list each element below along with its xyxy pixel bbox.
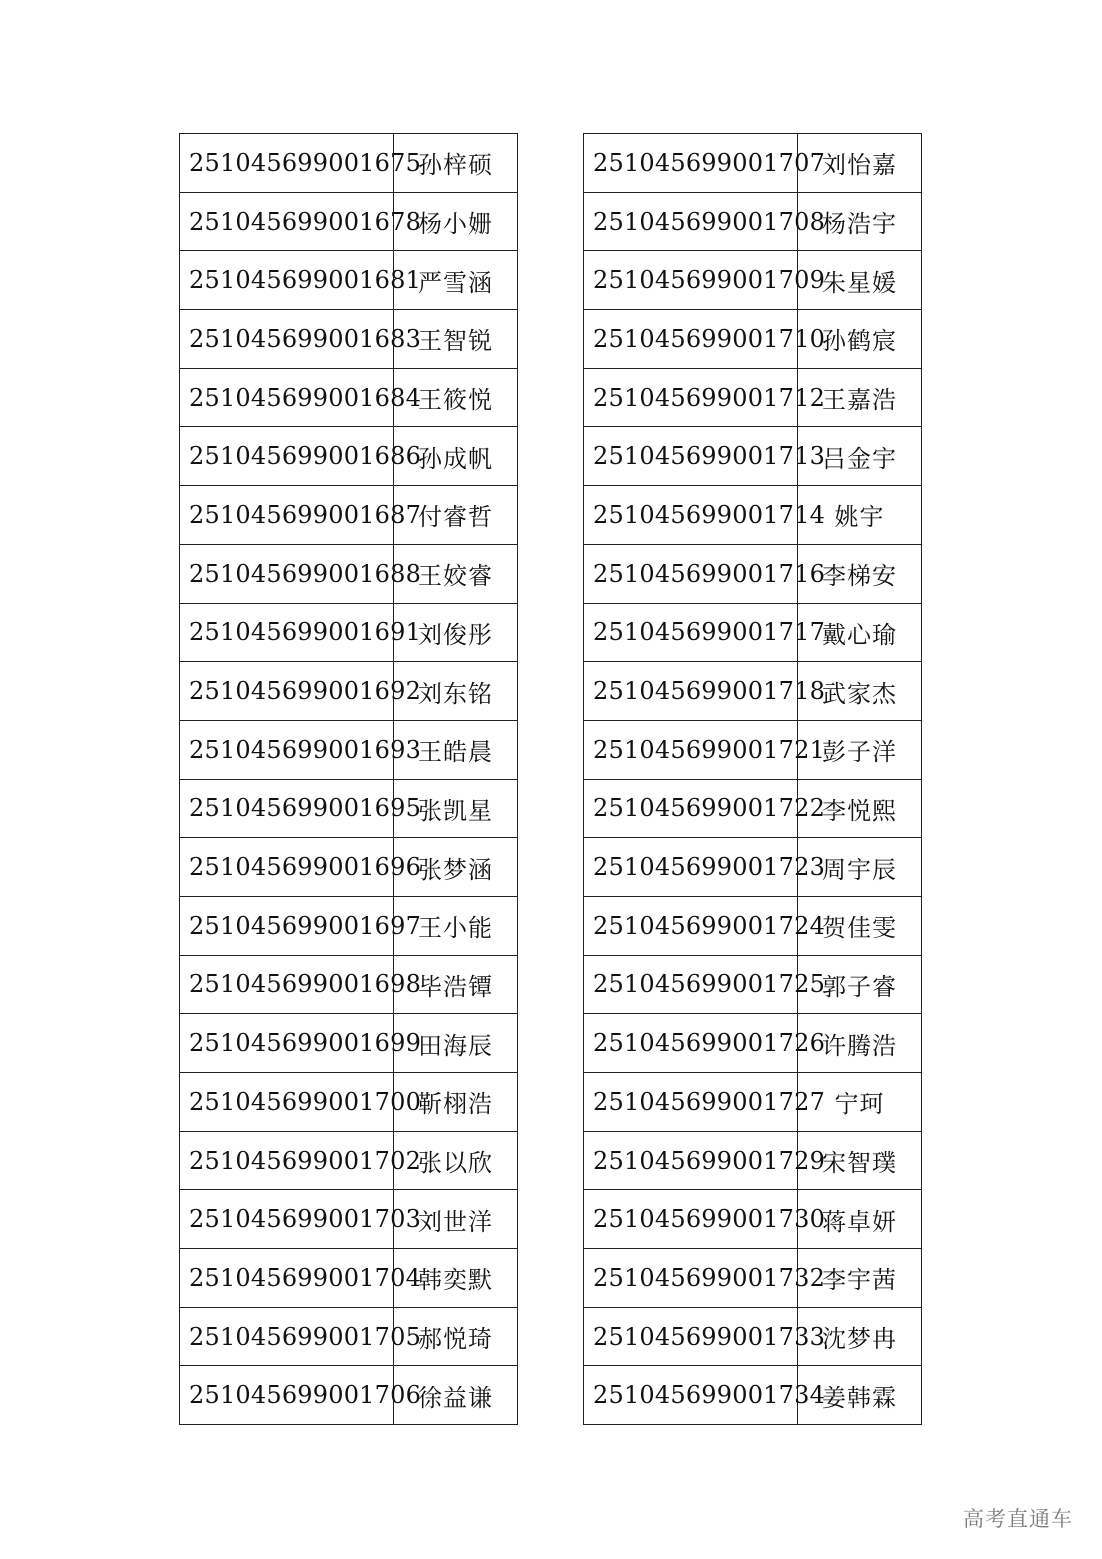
table-row (180, 1249, 518, 1308)
student-id-cell: 251045699001716 (584, 544, 798, 603)
student-id-cell: 251045699001718 (584, 662, 798, 721)
table-row (584, 486, 922, 545)
watermark-text: 高考直通车 (963, 1507, 1073, 1531)
table-row (180, 192, 518, 251)
table-row (180, 1073, 518, 1132)
student-id-cell: 251045699001706 (180, 1366, 394, 1425)
student-id-cell: 251045699001708 (584, 192, 798, 251)
student-id-cell: 251045699001683 (180, 310, 394, 369)
table-row (584, 192, 922, 251)
student-id-cell: 251045699001699 (180, 1014, 394, 1073)
student-id-cell: 251045699001688 (180, 544, 394, 603)
student-name-cell: 戴心瑜 (798, 603, 922, 662)
table-row (180, 838, 518, 897)
student-name-cell: 张以欣 (394, 1131, 518, 1190)
student-id-cell: 251045699001725 (584, 955, 798, 1014)
student-id-cell: 251045699001717 (584, 603, 798, 662)
table-row (180, 486, 518, 545)
table-row (180, 1014, 518, 1073)
student-name-cell: 徐益谦 (394, 1366, 518, 1425)
table-row (180, 134, 518, 193)
student-name-cell: 李梯安 (798, 544, 922, 603)
student-name-cell: 王智锐 (394, 310, 518, 369)
student-name-cell: 郭子睿 (798, 955, 922, 1014)
table-row (180, 251, 518, 310)
table-row (180, 1131, 518, 1190)
table-row (584, 134, 922, 193)
student-name-cell: 沈梦冉 (798, 1307, 922, 1366)
student-name-cell: 孙梓硕 (394, 134, 518, 193)
table-row (180, 368, 518, 427)
student-id-cell: 251045699001695 (180, 779, 394, 838)
left-roster-table (179, 133, 518, 1425)
student-name-cell: 郝悦琦 (394, 1307, 518, 1366)
student-name-cell: 刘怡嘉 (798, 134, 922, 193)
student-name-cell: 毕浩镡 (394, 955, 518, 1014)
student-name-cell: 孙鹤宸 (798, 310, 922, 369)
student-name-cell: 蒋卓妍 (798, 1190, 922, 1249)
table-row (180, 427, 518, 486)
table-row (584, 896, 922, 955)
table-row (584, 662, 922, 721)
student-id-cell: 251045699001681 (180, 251, 394, 310)
student-id-cell: 251045699001697 (180, 896, 394, 955)
student-name-cell: 王姣睿 (394, 544, 518, 603)
student-id-cell: 251045699001730 (584, 1190, 798, 1249)
table-row (180, 896, 518, 955)
student-id-cell: 251045699001704 (180, 1249, 394, 1308)
student-id-cell: 251045699001712 (584, 368, 798, 427)
student-name-cell: 许腾浩 (798, 1014, 922, 1073)
right-roster-body (584, 134, 922, 1425)
student-id-cell: 251045699001707 (584, 134, 798, 193)
student-name-cell: 彭子洋 (798, 720, 922, 779)
student-id-cell: 251045699001698 (180, 955, 394, 1014)
table-row (180, 1190, 518, 1249)
table-row (180, 955, 518, 1014)
student-name-cell: 靳栩浩 (394, 1073, 518, 1132)
student-id-cell: 251045699001686 (180, 427, 394, 486)
student-id-cell: 251045699001713 (584, 427, 798, 486)
table-row (584, 1190, 922, 1249)
student-id-cell: 251045699001721 (584, 720, 798, 779)
table-row (180, 662, 518, 721)
table-row (584, 1073, 922, 1132)
student-id-cell: 251045699001734 (584, 1366, 798, 1425)
student-name-cell: 刘东铭 (394, 662, 518, 721)
table-row (584, 1366, 922, 1425)
student-name-cell: 王嘉浩 (798, 368, 922, 427)
table-row (180, 603, 518, 662)
student-name-cell: 孙成帆 (394, 427, 518, 486)
student-id-cell: 251045699001705 (180, 1307, 394, 1366)
student-id-cell: 251045699001702 (180, 1131, 394, 1190)
student-id-cell: 251045699001726 (584, 1014, 798, 1073)
student-name-cell: 宁珂 (798, 1073, 922, 1132)
student-name-cell: 李宇茜 (798, 1249, 922, 1308)
student-name-cell: 王小能 (394, 896, 518, 955)
table-row (180, 1366, 518, 1425)
student-id-cell: 251045699001700 (180, 1073, 394, 1132)
table-row (584, 720, 922, 779)
table-row (584, 779, 922, 838)
student-name-cell: 贺佳雯 (798, 896, 922, 955)
student-name-cell: 宋智璞 (798, 1131, 922, 1190)
student-name-cell: 姜韩霖 (798, 1366, 922, 1425)
table-row (180, 1307, 518, 1366)
student-id-cell: 251045699001724 (584, 896, 798, 955)
student-id-cell: 251045699001722 (584, 779, 798, 838)
table-row (584, 544, 922, 603)
student-id-cell: 251045699001691 (180, 603, 394, 662)
student-id-cell: 251045699001723 (584, 838, 798, 897)
student-name-cell: 张凯星 (394, 779, 518, 838)
table-row (584, 427, 922, 486)
table-row (180, 544, 518, 603)
student-id-cell: 251045699001675 (180, 134, 394, 193)
table-row (584, 603, 922, 662)
student-name-cell: 付睿哲 (394, 486, 518, 545)
student-id-cell: 251045699001733 (584, 1307, 798, 1366)
student-name-cell: 姚宇 (798, 486, 922, 545)
table-row (584, 838, 922, 897)
table-row (180, 310, 518, 369)
table-row (584, 1307, 922, 1366)
table-row (584, 310, 922, 369)
student-name-cell: 吕金宇 (798, 427, 922, 486)
student-name-cell: 李悦熙 (798, 779, 922, 838)
student-id-cell: 251045699001703 (180, 1190, 394, 1249)
student-id-cell: 251045699001714 (584, 486, 798, 545)
table-row (584, 1014, 922, 1073)
table-row (584, 1131, 922, 1190)
student-name-cell: 严雪涵 (394, 251, 518, 310)
student-id-cell: 251045699001709 (584, 251, 798, 310)
student-name-cell: 刘世洋 (394, 1190, 518, 1249)
student-name-cell: 王皓晨 (394, 720, 518, 779)
student-id-cell: 251045699001732 (584, 1249, 798, 1308)
student-id-cell: 251045699001693 (180, 720, 394, 779)
student-name-cell: 刘俊彤 (394, 603, 518, 662)
student-name-cell: 武家杰 (798, 662, 922, 721)
student-name-cell: 王筱悦 (394, 368, 518, 427)
student-name-cell: 张梦涵 (394, 838, 518, 897)
table-row (584, 368, 922, 427)
student-name-cell: 韩奕默 (394, 1249, 518, 1308)
student-name-cell: 田海辰 (394, 1014, 518, 1073)
student-id-cell: 251045699001687 (180, 486, 394, 545)
student-name-cell: 杨浩宇 (798, 192, 922, 251)
student-name-cell: 朱星媛 (798, 251, 922, 310)
table-row (584, 251, 922, 310)
table-row (584, 955, 922, 1014)
student-id-cell: 251045699001727 (584, 1073, 798, 1132)
student-name-cell: 周宇辰 (798, 838, 922, 897)
table-row (180, 720, 518, 779)
student-id-cell: 251045699001696 (180, 838, 394, 897)
student-id-cell: 251045699001684 (180, 368, 394, 427)
student-id-cell: 251045699001678 (180, 192, 394, 251)
left-roster-body (180, 134, 518, 1425)
table-row (180, 779, 518, 838)
student-id-cell: 251045699001692 (180, 662, 394, 721)
student-id-cell: 251045699001710 (584, 310, 798, 369)
student-name-cell: 杨小姗 (394, 192, 518, 251)
table-row (584, 1249, 922, 1308)
right-roster-table (583, 133, 922, 1425)
student-id-cell: 251045699001729 (584, 1131, 798, 1190)
